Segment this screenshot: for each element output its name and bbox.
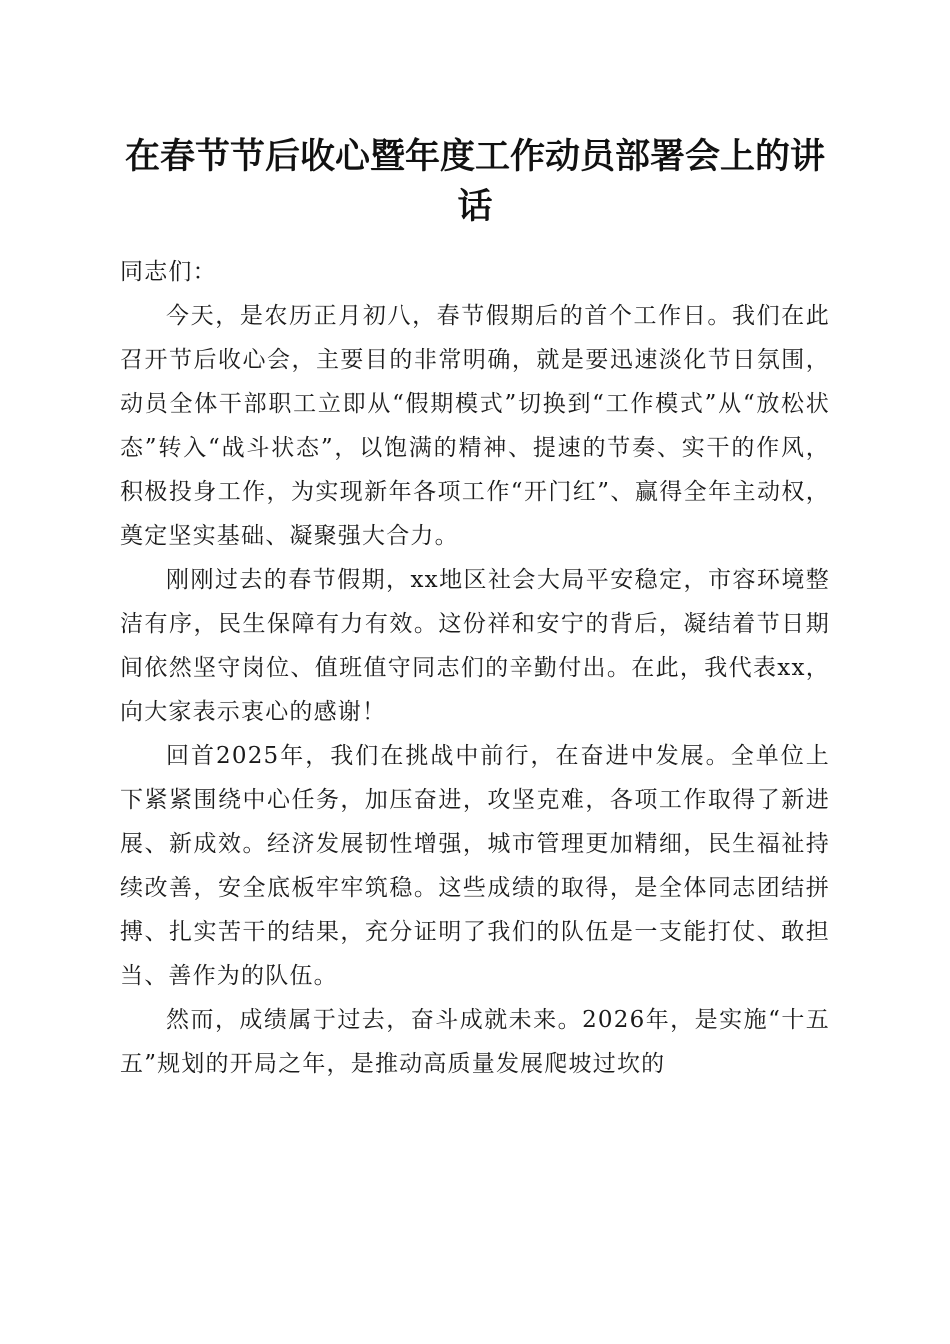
paragraph-2: 刚刚过去的春节假期，xx地区社会大局平安稳定，市容环境整洁有序，民生保障有力有效。这份祥和安宁的背后，凝结着节日期间依然坚守岗位、值班值守同志们的辛勤付出。在此，我代表xx，向大家表示衷心的感谢！ — [120, 567, 830, 725]
document-title: 在春节节后收心暨年度工作动员部署会上的讲话 — [124, 136, 825, 227]
paragraph-1: 今天，是农历正月初八，春节假期后的首个工作日。我们在此召开节后收心会，主要目的非常明确，就是要迅速淡化节日氛围，动员全体干部职工立即从“假期模式”切换到“工作模式”从“放松状态”转入“战斗状态”，以饱满的精神、提速的节奏、实干的作风，积极投身工作，为实现新年各项工作“开门红”、赢得全年主动权，奠定坚实基础、凝聚强大合力。 — [120, 303, 830, 549]
salutation: 同志们： — [120, 259, 217, 285]
paragraph-3: 回首2025年，我们在挑战中前行，在奋进中发展。全单位上下紧紧围绕中心任务，加压奋进，攻坚克难，各项工作取得了新进展、新成效。经济发展韧性增强，城市管理更加精细，民生福祉持续改善，安全底板牢牢筑稳。这些成绩的取得，是全体同志团结拼搏、扎实苦干的结果，充分证明了我们的队伍是一支能打仗、敢担当、善作为的队伍。 — [120, 743, 830, 989]
paragraph-4: 然而，成绩属于过去，奋斗成就未来。2026年，是实施“十五五”规划的开局之年，是推动高质量发展爬坡过坎的 — [120, 1007, 830, 1077]
document-body — [120, 250, 830, 1086]
